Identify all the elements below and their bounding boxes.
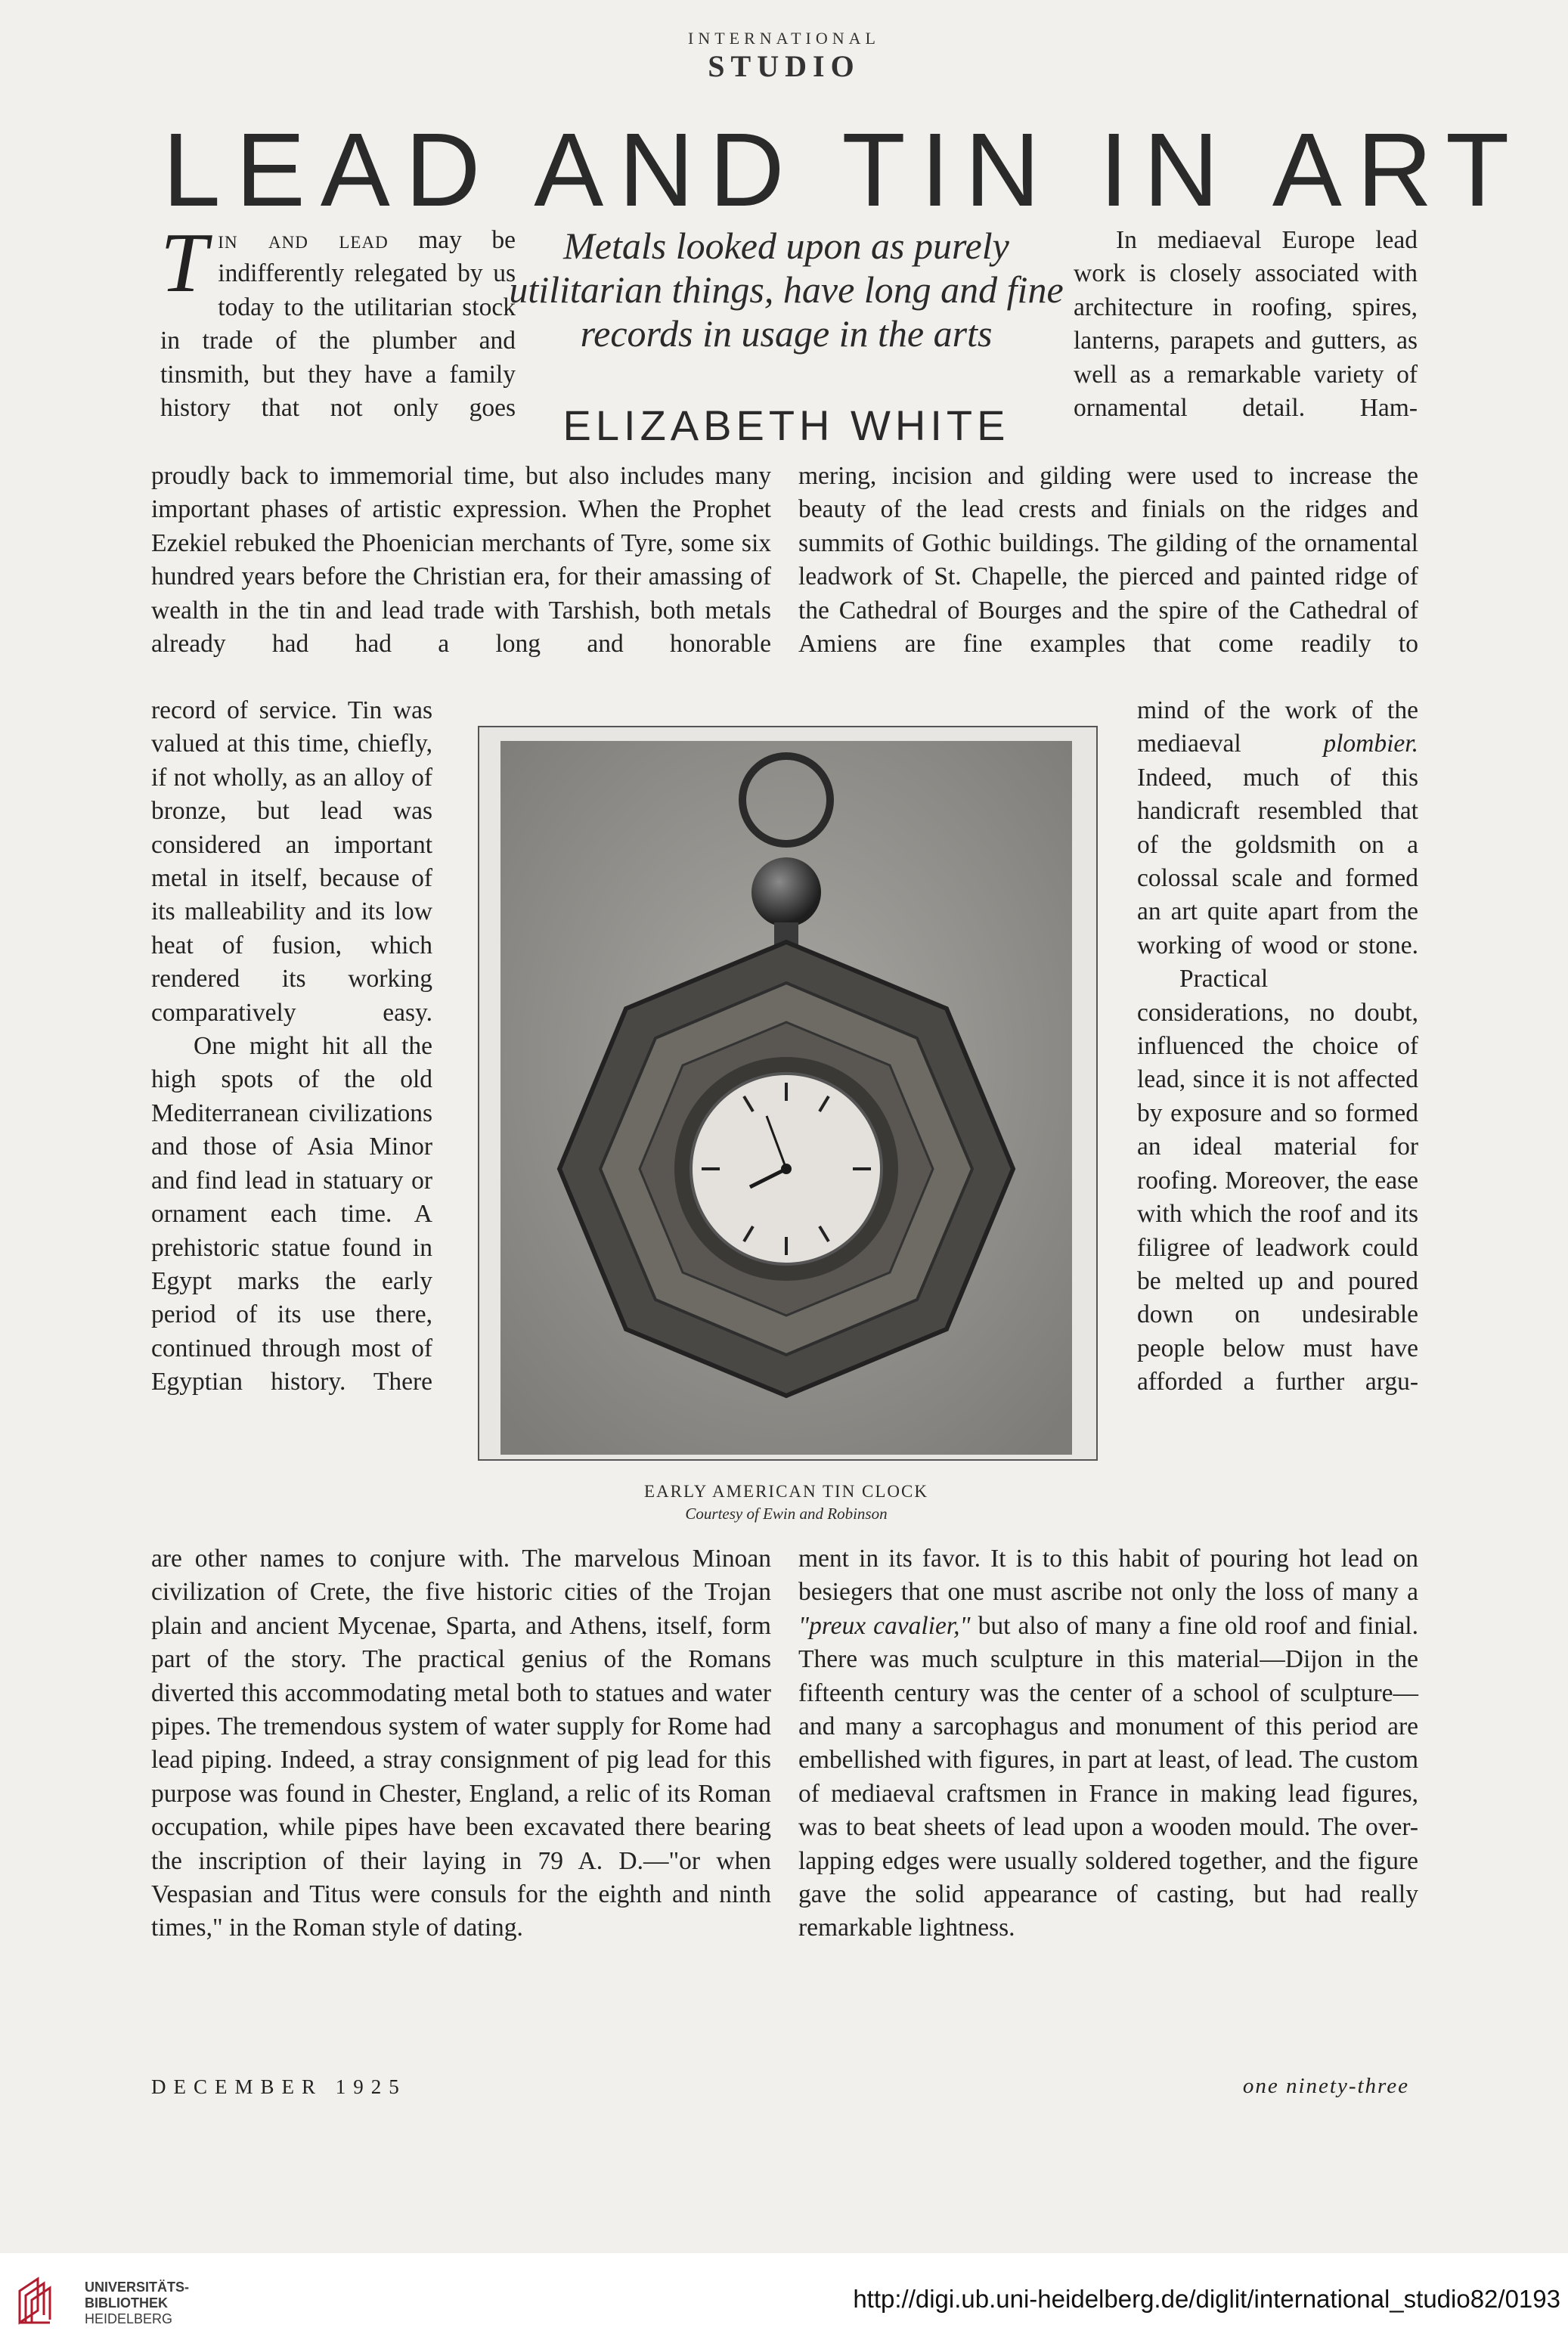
col2-paragraph-5 <box>798 1542 1418 1945</box>
footer-page-number: one ninety-three <box>1242 2074 1409 2098</box>
library-name-line1: UNIVERSITÄTS- <box>85 2280 190 2295</box>
col1-text-4: One might hit all the high spots of the old Mediterranean civilizations and those of Asia Minor and find lead in statuary or ornament each time. A prehistoric statue found in Egypt marks the early period of its use there, continued through most of Egyptian history. There <box>151 1032 432 1396</box>
col2-text-3-italic: plombier. <box>1323 730 1418 758</box>
col2-paragraph-2 <box>798 460 1418 661</box>
masthead-studio: STUDIO <box>708 49 860 83</box>
col2-intro <box>1074 224 1418 425</box>
library-name <box>85 2280 189 2327</box>
col1-paragraph-2 <box>151 460 771 661</box>
library-name-line3: HEIDELBERG <box>85 2311 173 2326</box>
col2-text-5b: but also of many a fine old roof and finial. There was much sculpture in this material—Dijon in the fifteenth century was the center of a school of sculpture—and many a sarcophagus and monument of this period are embellished with figures, in part at least, of lead. The custom of mediaeval craftsmen in France in making lead figures, was to beat sheets of lead upon a wooden mould. The over-lapping edges were usually soldered together, and the figure gave the solid appearance of casting, but had really remarkable lightness. <box>798 1611 1418 1942</box>
col1-text-2: proudly back to immemorial time, but also includes many important phases of artistic expression. When the Prophet Ezekiel rebuked the Phoenician merchants of Tyre, some six hundred years before the Christian era, for their amassing of wealth in the tin and lead trade with Tarshish, both metals already had had a long and honorable <box>151 462 771 659</box>
col2-text-5a: ment in its favor. It is to this habit of pouring hot lead on besiegers that one must ascribe not only the loss of many a <box>798 1545 1418 1607</box>
col1-text-3: record of service. Tin was valued at this time, chiefly, if not wholly, as an alloy of bronze, but lead was considered an important metal in itself, because of its malleability and its low heat of fusion, which rendered its working comparatively easy. <box>151 696 432 1027</box>
clock-photo <box>500 741 1072 1455</box>
library-logo-icon <box>15 2276 76 2326</box>
drop-cap: T <box>160 216 208 310</box>
col2-text-3b: Indeed, much of this handicraft resembled that of the goldsmith on a colossal scale and formed an art quite apart from the working of wood or stone. <box>1137 763 1418 959</box>
lead-in: in and lead <box>218 226 389 254</box>
article-byline: ELIZABETH WHITE <box>562 401 1010 449</box>
figure-caption: EARLY AMERICAN TIN CLOCK <box>643 1482 928 1501</box>
col1-text-5: are other names to conjure with. The marvelous Minoan civilization of Crete, the five historic cities of the Trojan plain and ancient Mycenae, Sparta, and Athens, itself, form part of the story. The practical genius of the Romans diverted this accommodating metal both to statues and water pipes. The tremendous system of water supply for Rome had lead piping. Indeed, a stray consignment of pig lead for this purpose was found in Chester, England, a relic of its Roman occupation, while pipes have been excavated there bearing the inscription of their laying in 79 A. D.—"or when Vespasian and Titus were consuls for the eighth and ninth times," in the Roman style of dating. <box>151 1545 771 1942</box>
intro-text: may be indifferently relegated by us today to the utilitarian stock in trade of the plumber and tinsmith, but they have a family history that not only goes <box>160 226 516 423</box>
col2-narrow <box>1137 694 1418 1399</box>
source-url-link[interactable]: http://digi.ub.uni-heidelberg.de/diglit/international_studio82/0193 <box>853 2285 1560 2313</box>
col2-text-4: Practical considerations, no doubt, influenced the choice of lead, since it is not affected by exposure and so formed an ideal material for roofing. Moreover, the ease with which the roof and its filigree of leadwork could be melted up and poured down on undesirable people below must have afforded a further argu- <box>1137 965 1418 1396</box>
article-deck: Metals looked upon as purely utilitarian things, have long and fine records in usage in the arts <box>509 225 1064 355</box>
masthead-international: INTERNATIONAL <box>688 29 880 48</box>
col2-text-1: In mediaeval Europe lead work is closely associated with architecture in roofing, spires, lanterns, parapets and gutters, as well as a remarkable variety of ornamental detail. Ham- <box>1074 226 1418 423</box>
col2-text-3a: mind of the work of the mediaeval <box>1137 696 1418 758</box>
col1-paragraph-5 <box>151 1542 771 1945</box>
col1-narrow <box>151 694 432 1399</box>
tin-clock-image <box>500 741 1072 1455</box>
article-title: LEAD AND TIN IN ART <box>163 112 1525 228</box>
footer-date: DECEMBER 1925 <box>151 2075 407 2098</box>
figure-credit: Courtesy of Ewin and Robinson <box>685 1505 888 1523</box>
intro-paragraph <box>160 216 516 425</box>
col2-text-5-italic: "preux cavalier," <box>798 1611 971 1640</box>
col2-text-2: mering, incision and gilding were used to increase the beauty of the lead crests and finials on the ridges and summits of Gothic buildings. The gilding of the ornamental leadwork of St. Chapelle, the pierced and painted ridge of the Cathedral of Bourges and the spire of the Cathedral of Amiens are fine examples that come readily to <box>798 462 1418 659</box>
library-name-line2: BIBLIOTHEK <box>85 2295 168 2311</box>
